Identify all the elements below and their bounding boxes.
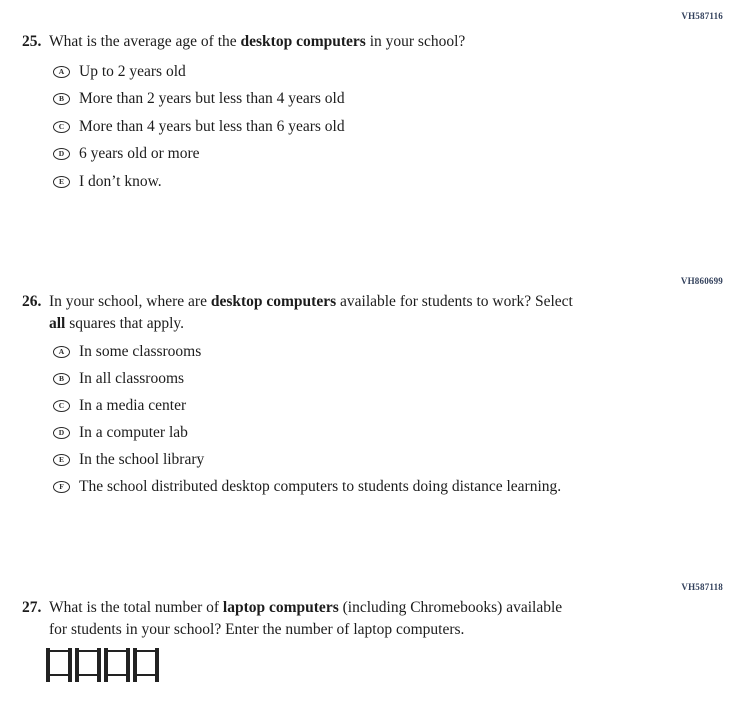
question-26-number: 26. — [22, 293, 42, 310]
option-row[interactable] — [53, 118, 682, 135]
option-row[interactable] — [53, 63, 682, 80]
question-25-code: VH587116 — [681, 11, 723, 21]
answer-bubble-icon[interactable]: D — [53, 148, 70, 160]
answer-bubble-icon[interactable]: E — [53, 176, 70, 188]
answer-bubble-icon[interactable]: C — [53, 400, 70, 412]
answer-bubble-icon[interactable]: A — [53, 66, 70, 78]
digit-entry-box[interactable] — [105, 650, 129, 676]
question-27-prompt: What is the total number of laptop computers (including Chromebooks) available for students in your school? Enter the number of laptop computers. — [49, 599, 563, 638]
option-label: More than 2 years but less than 4 years old — [79, 90, 345, 107]
digit-entry-box[interactable] — [47, 650, 71, 676]
option-label: 6 years old or more — [79, 145, 200, 162]
question-26-code: VH860699 — [680, 276, 723, 286]
option-row[interactable] — [53, 343, 682, 360]
option-label: In all classrooms — [79, 370, 185, 387]
answer-bubble-icon[interactable]: F — [53, 481, 70, 493]
question-25-prompt: What is the average age of the desktop computers in your school? — [49, 33, 466, 50]
question-27-code: VH587118 — [681, 582, 723, 592]
option-label: In the school library — [79, 451, 205, 468]
digit-entry-box[interactable] — [134, 650, 158, 676]
digit-entry-box[interactable] — [76, 650, 100, 676]
option-row[interactable] — [53, 90, 682, 107]
answer-bubble-icon[interactable]: C — [53, 121, 70, 133]
question-25-options — [22, 63, 682, 190]
answer-bubble-icon[interactable]: D — [53, 427, 70, 439]
question-26-prompt: In your school, where are desktop computers available for students to work? Select all squares that apply. — [49, 293, 573, 332]
question-25-number: 25. — [22, 33, 42, 50]
option-label: In some classrooms — [79, 343, 202, 360]
option-row[interactable] — [53, 370, 682, 387]
option-row[interactable] — [53, 424, 682, 441]
question-26 — [22, 291, 682, 505]
answer-bubble-icon[interactable]: E — [53, 454, 70, 466]
option-label: The school distributed desktop computers to students doing distance learning. — [79, 478, 562, 495]
option-label: More than 4 years but less than 6 years old — [79, 117, 345, 135]
question-26-options — [22, 343, 682, 495]
option-label: In a computer lab — [79, 424, 188, 441]
option-label: Up to 2 years old — [79, 62, 186, 80]
question-27 — [22, 597, 682, 676]
answer-bubble-icon[interactable]: A — [53, 346, 70, 358]
option-label: I don’t know. — [79, 172, 162, 190]
option-label: In a media center — [79, 397, 187, 414]
question-27-number: 27. — [22, 599, 42, 616]
option-row[interactable] — [53, 451, 682, 468]
answer-bubble-icon[interactable]: B — [53, 373, 70, 385]
option-row[interactable] — [53, 145, 682, 162]
option-row[interactable] — [53, 173, 682, 190]
number-entry-boxes — [22, 646, 682, 676]
option-row[interactable] — [53, 478, 682, 495]
answer-bubble-icon[interactable]: B — [53, 93, 70, 105]
question-25 — [22, 31, 682, 200]
option-row[interactable] — [53, 397, 682, 414]
